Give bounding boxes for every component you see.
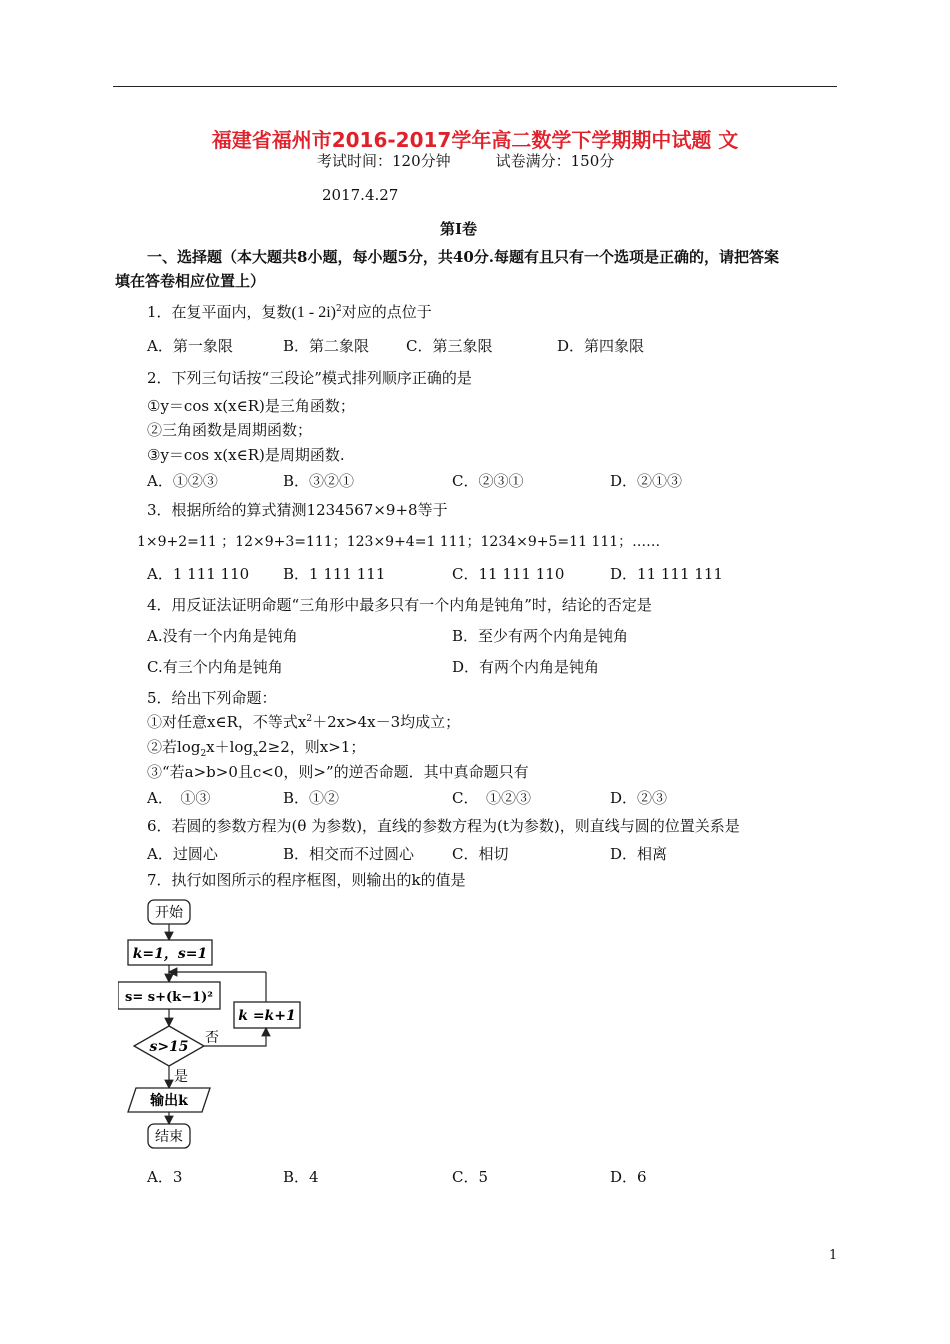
q5-s2-mid: x＋log: [206, 738, 254, 756]
flow-init-label: k=1，s=1: [132, 946, 208, 962]
q5-stem: 5．给出下列命题：: [147, 689, 277, 707]
q5-s1-post: ＋2x>4x－3均成立；: [312, 713, 461, 731]
q5-s2-sub1: 2: [200, 749, 207, 759]
q1-option-b: B．第二象限: [283, 337, 370, 355]
exam-info: 考试时间：120分钟 试卷满分：150分: [317, 152, 615, 170]
page-number: 1: [829, 1248, 838, 1263]
q4-option-b: B．至少有两个内角是钝角: [452, 627, 629, 645]
q7-stem: 7．执行如图所示的程序框图，则输出的k的值是: [147, 871, 466, 889]
q4-option-a: A.没有一个内角是钝角: [147, 627, 298, 645]
q5-statement-3: ③“若a>b>0且c<0，则>”的逆否命题．其中真命题只有: [147, 763, 529, 781]
flow-update-s-label: s= s+(k−1)²: [125, 990, 213, 1005]
q2-statement-1: ①y＝cos x(x∈R)是三角函数；: [147, 397, 355, 415]
q2-statement-2: ②三角函数是周期函数；: [147, 421, 313, 439]
q4-option-c: C.有三个内角是钝角: [147, 658, 283, 676]
section-header-line2: 填在答卷相应位置上）: [115, 272, 266, 290]
q3-option-d: D．11 111 111: [610, 565, 723, 583]
q1-stem-pre: 1．在复平面内，复数: [147, 303, 292, 321]
q4-option-d: D．有两个内角是钝角: [452, 658, 600, 676]
q5-s1-pre: ①对任意x∈R，不等式x: [147, 713, 307, 731]
q5-s2-post: 2≥2，则x>1；: [258, 738, 366, 756]
flow-end-label: 结束: [155, 1129, 183, 1145]
q6-option-a: A．过圆心: [147, 845, 218, 863]
q3-stem: 3．根据所给的算式猜测1234567×9+8等于: [147, 501, 448, 519]
program-flowchart: [118, 896, 318, 1156]
q7-option-a: A．3: [147, 1168, 183, 1186]
q2-option-d: D．②①③: [610, 472, 683, 490]
q5-option-a: A． ①③: [147, 789, 211, 807]
page-title: 福建省福州市2016-2017学年高二数学下学期期中试题 文: [211, 128, 739, 152]
q5-s2-pre: ②若log: [147, 738, 201, 756]
q5-option-c: C． ①②③: [452, 789, 531, 807]
q3-option-a: A．1 111 110: [147, 565, 250, 583]
q1-option-c: C．第三象限: [406, 337, 493, 355]
q2-stem: 2．下列三句话按“三段论”模式排列顺序正确的是: [147, 369, 472, 387]
flow-increment-label: k =k+1: [238, 1008, 296, 1024]
flow-yes-label: 是: [174, 1069, 188, 1085]
q7-option-c: C．5: [452, 1168, 489, 1186]
q1-option-a: A．第一象限: [147, 337, 233, 355]
q5-option-d: D．②③: [610, 789, 668, 807]
q5-s1-sup: 2: [306, 714, 313, 724]
q3-option-c: C．11 111 110: [452, 565, 565, 583]
q5-statement-1: [147, 711, 460, 732]
q5-s2-sub2: x: [253, 749, 259, 759]
q2-option-a: A．①②③: [147, 472, 218, 490]
q2-option-b: B．③②①: [283, 472, 355, 490]
q1-exponent: 2: [335, 304, 342, 314]
exam-date: 2017.4.27: [322, 186, 399, 204]
volume-heading: 第Ⅰ卷: [440, 220, 478, 238]
header-rule: [113, 86, 837, 87]
q6-option-c: C．相切: [452, 845, 509, 863]
q7-option-b: B．4: [283, 1168, 319, 1186]
section-header-line1: 一、选择题（本大题共8小题，每小题5分，共40分.每题有且只有一个选项是正确的，请把答案: [147, 248, 779, 266]
flow-output-label: 输出k: [150, 1093, 188, 1109]
q4-stem: 4．用反证法证明命题“三角形中最多只有一个内角是钝角”时，结论的否定是: [147, 596, 652, 614]
flow-start-label: 开始: [155, 905, 183, 921]
q6-stem: 6．若圆的参数方程为(θ 为参数)，直线的参数方程为(t为参数)，则直线与圆的位置关系是: [147, 817, 740, 835]
q5-statement-2: [147, 736, 365, 759]
q1-expr: (1 - 2i): [291, 304, 336, 321]
flow-decision-label: s>15: [149, 1039, 189, 1055]
q2-statement-3: ③y＝cos x(x∈R)是周期函数.: [147, 446, 345, 464]
q3-pattern: 1×9+2=11 ；12×9+3=111；123×9+4=1 111；1234×9+5=11 111；……: [137, 534, 661, 550]
q7-option-d: D．6: [610, 1168, 647, 1186]
q1-stem: [147, 301, 432, 322]
q6-option-b: B．相交而不过圆心: [283, 845, 415, 863]
q5-option-b: B．①②: [283, 789, 340, 807]
q3-option-b: B．1 111 111: [283, 565, 386, 583]
q1-stem-post: 对应的点位于: [341, 303, 432, 321]
q6-option-d: D．相离: [610, 845, 668, 863]
flow-no-label: 否: [205, 1030, 219, 1046]
q1-option-d: D．第四象限: [557, 337, 645, 355]
q2-option-c: C．②③①: [452, 472, 524, 490]
